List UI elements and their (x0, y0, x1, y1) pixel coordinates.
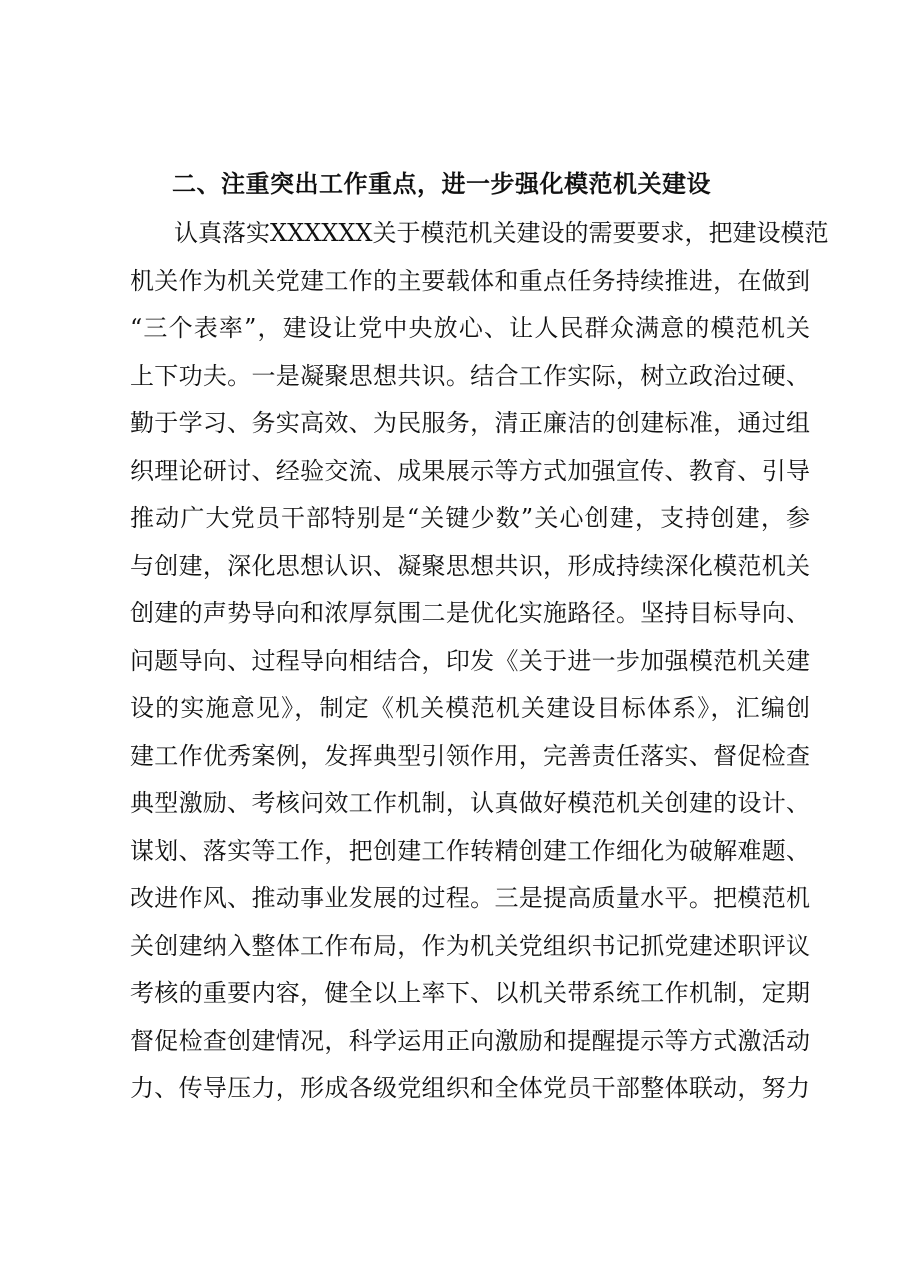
paragraph-line (130, 210, 829, 258)
line-text: 改进作风、推动事业发展的过程。三是提高质量水平。把模范机 (130, 884, 810, 912)
paragraph-line (130, 875, 810, 923)
line-text: 谋划、落实等工作，把创建工作转精创建工作细化为破解难题、 (130, 836, 810, 865)
line-text: 设的实施意见》，制定《机关模范机关建设目标体系》，汇编创 (130, 694, 810, 722)
line-text: 推动广大党员干部特别是“关键少数”关心创建，支持创建，参 (130, 504, 810, 532)
line-text: 认真落实XXXXXX关于模范机关建设的需要要求，把建设模范 (174, 219, 829, 247)
line-text: 织理论研讨、经验交流、成果展示等方式加强宣传、教育、引导 (130, 456, 810, 485)
line-text: 创建的声势导向和浓厚氛围二是优化实施路径。坚持目标导向、 (130, 599, 810, 627)
paragraph-line (130, 400, 810, 448)
paragraph-line (130, 543, 810, 591)
paragraph-line (130, 305, 810, 353)
paragraph-line (130, 1018, 810, 1066)
section-heading: 二、注重突出工作重点，进一步强化模范机关建设 (172, 170, 711, 198)
paragraph-line (130, 733, 810, 781)
paragraph-line (130, 495, 810, 543)
line-text: 问题导向、过程导向相结合，印发《关于进一步加强模范机关建 (130, 646, 810, 675)
line-text: 与创建，深化思想认识、凝聚思想共识，形成持续深化模范机关 (130, 551, 810, 580)
body-paragraph (130, 210, 829, 1113)
line-text: 关创建纳入整体工作布局，作为机关党组织书记抓党建述职评议 (130, 931, 810, 960)
line-text: 建工作优秀案例，发挥典型引领作用，完善责任落实、督促检查 (130, 741, 810, 770)
paragraph-line (130, 923, 810, 971)
paragraph-line (130, 353, 810, 401)
paragraph-line (130, 685, 810, 733)
paragraph-line (130, 1065, 810, 1113)
paragraph-line (130, 638, 810, 686)
line-text: 督促检查创建情况，科学运用正向激励和提醒提示等方式激活动 (130, 1026, 810, 1055)
paragraph-line (130, 828, 810, 876)
line-text: 上下功夫。一是凝聚思想共识。结合工作实际，树立政治过硬、 (130, 361, 810, 390)
line-text: 机关作为机关党建工作的主要载体和重点任务持续推进，在做到 (130, 266, 810, 295)
line-text: 勤于学习、务实高效、为民服务，清正廉洁的创建标准，通过组 (130, 409, 810, 437)
paragraph-line (130, 258, 810, 306)
line-text: 力、传导压力，形成各级党组织和全体党员干部整体联动，努力 (130, 1074, 810, 1102)
paragraph-line (130, 448, 810, 496)
paragraph-line (130, 590, 810, 638)
paragraph-line (130, 780, 810, 828)
line-text: 典型激励、考核问效工作机制，认真做好模范机关创建的设计、 (130, 789, 810, 817)
line-text: “三个表率”，建设让党中央放心、让人民群众满意的模范机关 (130, 314, 810, 342)
paragraph-line (130, 970, 810, 1018)
line-text: 考核的重要内容，健全以上率下、以机关带系统工作机制，定期 (130, 979, 810, 1007)
